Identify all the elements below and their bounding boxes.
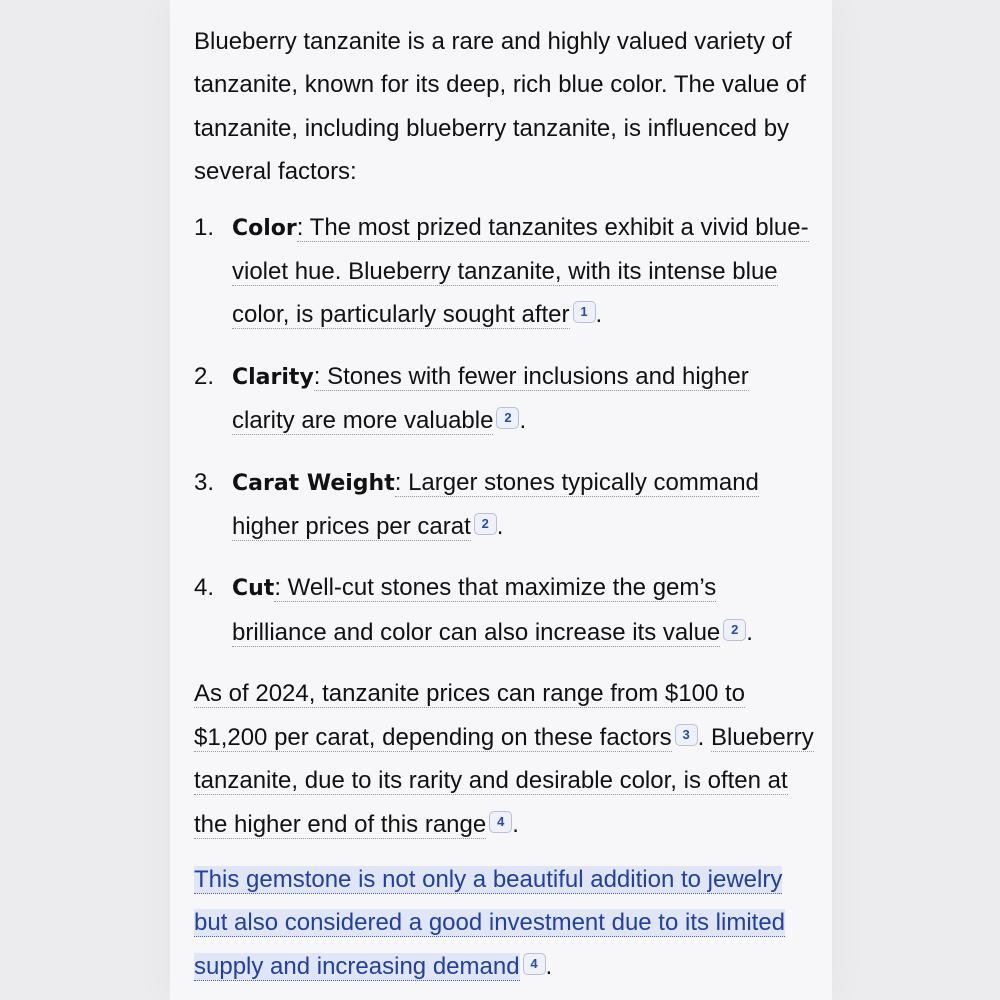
factor-term: Carat Weight — [232, 470, 395, 496]
list-number: 3. — [194, 468, 215, 496]
list-item-color — [194, 206, 814, 337]
citation-badge[interactable]: 2 — [474, 513, 497, 535]
investment-paragraph — [194, 858, 814, 988]
sentence-end: . — [697, 723, 705, 751]
list-number: 1. — [194, 213, 215, 241]
intro-paragraph: Blueberry tanzanite is a rare and highly valued variety of tanzanite, known for its deep, rich blue color. The value of tanzanite, including blueberry tanzanite, is influenced by several factors: — [194, 28, 806, 186]
citation-badge[interactable]: 2 — [496, 407, 519, 429]
prices-paragraph — [194, 672, 814, 846]
sentence-end: . — [595, 301, 603, 329]
factor-text[interactable]: : Well-cut stones that maximize the gem’s brilliance and color can also increase its value — [232, 574, 721, 646]
factor-text[interactable]: : Larger stones typically command higher prices per carat — [232, 468, 759, 541]
citation-badge[interactable]: 3 — [675, 724, 698, 746]
sentence-end: . — [512, 810, 519, 838]
list-number: 4. — [194, 574, 215, 602]
factor-text[interactable]: : The most prized tanzanites exhibit a vivid blue-violet hue. Blueberry tanzanite, with its intense blue color, is particularly sought after — [232, 213, 809, 329]
factor-text[interactable]: : Stones with fewer inclusions and higher clarity are more valuable — [232, 362, 749, 435]
sentence-end: . — [746, 618, 753, 646]
highlighted-sentence[interactable]: This gemstone is not only a beautiful addition to jewelry but also considered a good investment due to its limited supply and increasing demand — [194, 865, 786, 980]
price-range-sentence[interactable]: As of 2024, tanzanite prices can range from $100 to $1,200 per carat, depending on these factors — [194, 680, 746, 751]
citation-badge[interactable]: 4 — [489, 811, 512, 833]
factor-term: Clarity — [232, 364, 314, 390]
rarity-sentence[interactable]: Blueberry tanzanite, due to its rarity and desirable color, is often at the higher end of this range — [194, 723, 814, 838]
list-item-clarity — [194, 355, 814, 443]
factor-term: Color — [232, 215, 297, 241]
sentence-end: . — [496, 513, 504, 541]
answer-content — [194, 20, 814, 988]
citation-badge[interactable]: 1 — [573, 301, 596, 323]
factor-list — [194, 206, 814, 655]
factor-term: Cut — [232, 576, 275, 602]
list-item-cut — [194, 566, 814, 654]
sentence-end: . — [545, 952, 553, 980]
citation-badge[interactable]: 4 — [523, 953, 546, 975]
list-item-carat-weight — [194, 461, 814, 549]
list-number: 2. — [194, 362, 215, 390]
answer-panel — [170, 0, 832, 1000]
citation-badge[interactable]: 2 — [723, 619, 746, 641]
sentence-end: . — [519, 407, 527, 435]
